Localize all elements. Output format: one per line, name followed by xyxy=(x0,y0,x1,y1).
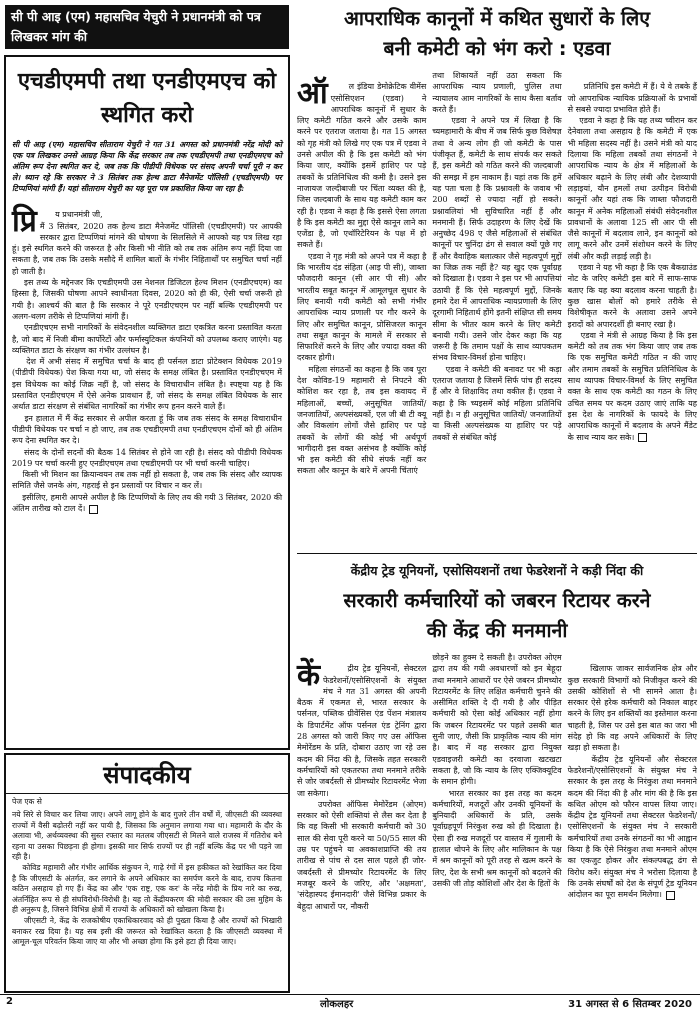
publication-name: लोकलहर xyxy=(320,999,354,1010)
unions-dropcap: कें xyxy=(297,658,321,694)
letter-headline: एचडीएमपी तथा एनडीएमएच को स्थगित करो xyxy=(17,69,277,128)
end-mark-icon xyxy=(666,891,675,900)
page-footer xyxy=(0,994,700,1010)
criminal-law-dropcap: ऑ xyxy=(297,76,328,112)
end-mark-icon xyxy=(638,433,647,442)
editorial-kicker: पेज एक से xyxy=(12,797,42,806)
left-banner xyxy=(5,5,289,49)
end-mark-icon xyxy=(89,505,98,514)
unions-col3: खिलाफ जाकर सार्वजनिक क्षेत्र और कुछ सरकारी विभागों को निजीकृत करने की उसकी कोशिशों से भी सामने आता है। सरकार ऐसे हरेक कर्मचारी को निकाल बाहर करने के लिए इन शक्तियों का इस्तेमाल करना चाहती है, जिस पर उसे इस बात का जरा भी संदेह हो कि वह अपने अधिकारों के लिए खड़ा हो सकता है। केंद्रीय ट्रेड यूनियनों और सेक्टरल फेडरेशनों/एसोसिएशनों के संयुक्त मंच ने सरकार के इस तरह के निरंकुश तथा मनमाने कदम की निंदा की है और मांग की है कि इस कथित ओएम को फौरन वापस लिया जाए। केंद्रीय ट्रेड यूनियनों तथा सेक्टरल फेडरेशनों/एसोसिएशनों के संयुक्त मंच ने सरकारी कर्मचारियों तथा उनके संगठनों का भी आह्वान किया है कि ऐसे निरंकुश तथा मनमाने ओएम का एकजुट होकर और संकल्पबद्ध ढंग से विरोध करें। संयुक्त मंच ने भरोसा दिलाया है कि उनके संघर्षों को देश के संपूर्ण ट्रेड यूनियन आंदोलन का पूरा समर्थन मिलेगा। xyxy=(567,664,697,900)
unions-headline-line1: सरकारी कर्मचारियों को जबरन रिटायर करने xyxy=(343,589,651,612)
page-number: 2 xyxy=(6,996,13,1007)
left-banner-text: सी पी आइ (एम) महासचिव येचुरी ने प्रधानमंत्री को पत्र लिखकर मांग की xyxy=(11,9,261,44)
unions-headline-line2: की केंद्र की मनमानी xyxy=(426,619,568,642)
issue-date: 31 अगस्त से 6 सितम्बर 2020 xyxy=(568,999,692,1010)
letter-dropcap: प्रि xyxy=(12,204,37,240)
criminal-law-col3: प्रतिनिधि इस कमेटी में हैं। ये वे तबके हैं जो आपराधिक न्यायिक प्रक्रियाओं के प्रभावों से सबसे ज्यादा प्रभावित होते हैं। एडवा ने कहा है कि यह तथ्य च्वीरान कर देनेवाला तथा असहाय है कि कमेटी में एक भी महिला सदस्य नहीं है। उसने मंत्री को याद दिलाया कि महिला तबकों तथा संगठनों ने आपराधिक न्याय के क्षेत्र में महिलाओं के अधिकार बढ़ाने के लिए लंबी और देशव्यापी लड़ाइयां, यौन हमलों तथा उत्पीड़न विरोधी कानूनों और यहां तक कि जाब्ता फौजदारी कानून में अनेक महिलाओं संबंधी संवेदनशील प्रावधानों के अलावा 125 सी आर पी सी जैसे कानूनों में बदलाव लाने, इन कानूनों को लागू करने और उनमें संशोधन करने के लिए लंबी और कड़ी लड़ाई लड़ी है। एडवा ने यह भी कहा है कि एक बैकग्राउंड नोट के जरिए कमेटी इस बारे में साफ-साफ बताए कि यह क्या बदलाव करना चाहती है। कुछ खास बोलों को हमारे तरीके से विशेषीकृत करने के अलावा उसने अपने इरादों को अपारदर्शी ही बनाए रखा है। एडवा ने मंत्री से आग्रह किया है कि इस कमेटी को तब तक भंग किया जाए जब तक कि एक समुचित कमेटी गठित न की जाए और तमाम तबकों के समुचित प्रतिनिधित्व के साथ व्यापक विचार-विमर्श के लिए समुचित वक्त के साथ एक कमेटी का गठन के लिए उचित समय पर कदम उठाए जाएं ताकि यह इस देश के नागरिकों के फायदे के लिए आपराधिक कानूनों में बदलाव के अपने मैंडेट के साथ न्याय कर सके। xyxy=(567,82,697,442)
criminal-law-col1: ऑ ल इंडिया डेमोक्रेटिक वीमेंस एसोसिएशन (एडवा) ने आपराधिक कानूनों में सुधार के लिए कमेटी गठित करने और उसके काम करने पर एतराज जताया है। गत 15 अगस्त को गृह मंत्री को लिखे गए एक पत्र में एडवा ने उनसे अपील की है कि इस कमेटी को भंग किया जाए, क्योंकि इसमें हाशिए पर पड़े तबकों के प्रतिनिधित्व की कमी है। उसने इस नाजायज जल्दीबाजी पर चिंता व्यक्त की है, जिस जल्दबाजी के साथ यह कमेटी काम कर रही है। एडवा ने कहा है कि इससे ऐसा लगता है कि इस कमेटी का मुद्दा ऐसे कानून लाने का एजेंडा है, जो एथॉरिटेरियन के पक्ष में हो सकते हैं। एडवा ने गृह मंत्री को अपने पत्र में कहा है कि भारतीय दंड संहिता (आइ पी सी), जाब्ता फौजदारी कानून (सी आर पी सी) और भारतीय सबूत कानून में आमूलचूल सुधार के लिए बनायी गयी कमेटी को सभी गंभीर आपराधिक न्याय प्रणाली पर गौर करने के लिए और समुचित कानून, प्रोसिजरल कानून तथा सबूत कानून के मामले में सरकार से सिफारिशें करने के लिए और ज्यादा वक्त की दरकार होगी। महिला संगठनों का कहना है कि जब पूरा देश कोविड-19 महामारी से निपटने की कोशिश कर रहा है, तब इस कवायद में महिलाओं, बच्चों, अनुसूचित जातियों/ जनजातियों, अल्पसंख्यकों, एल जी बी टी क्यू और विकलांग लोगों जैसे हाशिए पर पड़े तबकों के लोगों की कोई भी अर्थपूर्ण भागीदारी इस वक्त असंभव है क्योंकि कोई भी इस कमेटी की सीधे संपर्क नहीं कर सकता और कानून के बारे में अपनी चिंताएं xyxy=(297,76,427,476)
letter-body-text: य प्रधानमंत्री जी, मैं 3 सितंबर, 2020 तक हेल्थ डाटा मैनेजमेंट पॉलिसी (एचडीएमपी) पर आपकी सरकार द्वारा टिप्पणियां मांगने की घोषणा के सिलसिले में आपको यह पत्र लिख रहा हूं। इसे स्थगित करने की जरूरत है और किसी भी नीति को तब तक अंतिम रूप नहीं दिया जा सकता है, जब तक कि उसके मसौदे में शामिल बातों के गंभीर निहितार्थों पर समुचित चर्चा नहीं हो जाती है। इस तथ्य के मद्देनजर कि एचडीएमपी उस नेशनल डिजिटल हेल्थ मिशन (एनडीएचएम) का हिस्सा है, जिसकी घोषणा आपने स्वाधीनता दिवस, 2020 को ही की, ऐसी चर्चा जरूरी हो गयी है। आश्चर्य की बात है कि सरकार ने पूरे एनडीएचएम पर नहीं बल्कि एचडीएमपी पर अलग-थलग तरीके से टिप्पणियां मांगी हैं। एनडीएचएम सभी नागरिकों के संवेदनशील व्यक्तिगत डाटा एकत्रित करना प्रस्तावित करता है, जो बाद में निजी बीमा कार्पोरेटों और फर्मास्युटिकल कंपनियों को उपलब्ध कराए जाएंगे। यह व्यक्तिगत डाटा के संरक्षण का गंभीर उल्लंघन है। देश में अभी संसद में समुचित चर्चा के बाद ही पर्सनल डाटा प्रोटेक्शन विधेयक 2019 (पीडीपी विधेयक) पेश किया गया था, जो संसद के समक्ष लंबित है। प्रस्तावित एनडीएचएम में इस विधेयक का कोई जिक्र नहीं है, जो संसद के विचाराधीन लंबित है। स्पष्ट्या यह है कि प्रस्तावित एनडीएचएम में ऐसे अनेक प्रावधान हैं, जो संसद के समक्ष लंबित विधेयक के सार अर्थात डाटा संरक्षण से संबंधित नागरिकों का गंभीर रूप हनन करने वाले हैं। इन हालात में मैं केंद्र सरकार से अपील करता हूं कि जब तक संसद के समक्ष विचाराधीन पीडीपी विधेयक पर चर्चा न हो जाए, तब तक एचडीएमपी तथा एनडीएचएम दोनों को ही अंतिम रूप देना स्थगित कर दे। संसद के दोनों सदनों की बैठक 14 सितंबर से होने जा रही है। संसद को पीडीपी विधेयक 2019 पर चर्चा करनी हुए एनडीएचएम तथा एचडीएमपी पर भी चर्चा करनी चाहिए। किसी भी मिशन का क्रियान्वयन तब तक नहीं हो सकता है, जब तक कि संसद और व्यापक समिति जैसे जनके अंग, गहराई से इन प्रस्तावों पर विचार न कर लें। इसीलिए, हमारी आपसे अपील है कि टिप्पणियों के लिए तय की गयी 3 सितंबर, 2020 की अंतिम तारीख को टाल दें। xyxy=(12,210,283,514)
criminal-law-col2: तथा शिकायतें नहीं उठा सकता कि आपराधिक न्याय प्रणाली, पुलिस तथा न्यायालय आम नागरिकों के साथ कैसा बर्ताव करते हैं। एडवा ने अपने पत्र में लिखा है कि च्यमहामारी के बीच में जब सिर्फ कुछ विशेषज्ञ तथा वे अन्य लोग ही जो कमेटी के पास पंजीकृत हैं, कमेटी के साथ संपर्क कर सकते हैं, इस कमेटी को गठित करने की जल्दबाजी की समझ में हम नाकाम हैं। यहां तक कि हमें यह पता चला है कि प्रश्नावली के जवाब भी 200 शब्दों से ज्यादा नहीं हो सकते। प्रश्नावलियां भी सुविचारित नहीं हैं और मनमानी हैं। सिर्फ उदाहरण के लिए देखें कि अनुच्छेद 498 ए जैसे महिलाओं से संबंधित कानूनों पर चुनिंदा ढंग से सवाल क्यों पूछे गए हैं और वैवाहिक बलात्कार जैसे महत्वपूर्ण मुद्दों का जिक्र तक नहीं है? यह खुद एक पूर्वाग्रह को दिखाता है। एडवा ने इस पर भी आपत्तियां उठायी हैं कि ऐसे महत्वपूर्ण मुद्दों, जिनके हमारे देश में आपराधिक न्यायप्रणाली के लिए दूरगामी निहितार्थ होंगे इतनी संक्षिप्त सी समय सीमा के भीतर काम करने के लिए कमेटी बनायी गयी। उसने जोर देकर कहा कि यह जरूरी है कि तमाम पक्षों के साथ व्यापकतम संभव विचार-विमर्श होना चाहिए। एडवा ने कमेटी की बनावट पर भी कड़ा एतराज जताया है जिसमें सिर्फ पांच ही सदस्य हैं और वे शिक्षाविद तथा वकील हैं। एडवा ने कहा है कि च्यइसमें कोई महिला प्रतिनिधि नहीं है। न ही अनुसूचित जातियों/ जनजातियों या किसी अल्पसंख्यक या हाशिए पर पड़े तबकों से संबंधित कोई xyxy=(432,71,562,442)
unions-col1: कें द्रीय ट्रेड यूनियनों, सेक्टरल फेडरेशनों/एसोसिएशनों के संयुक्त मंच ने गत 31 अगस्त की अपनी बैठक में एकमत से, भारत सरकार के पर्सनल, पब्लिक ग्रीवेंसिस एंड पेंशन मंत्रालय के डिपार्टमेंट ऑफ पर्सनल एंड ट्रेनिंग द्वारा 28 अगस्त को जारी किए गए उस ऑफिस मेमोरेंडम के प्रति, दोबारा उठाए जा रहे उस कदम की निंदा की है, जिसके तहत सरकारी कर्मचारियों को एकतरफा तथा मनमाने तरीके से जोर जबर्दस्ती से प्रीमच्योर रिटायरमेंट भेजा जा सकेगा। उपरोक्त ऑफिस मेमोरेंडम (ओएम) सरकार को ऐसी शक्तियां से लैस कर देता है कि वह किसी भी सरकारी कर्मचारी को 30 साल की सेवा पूरी करने या 50/55 साल की उम्र पर पहुंचने या अवकाशप्राप्ति की तय तारीख से पांच से दस साल पहले ही जोर-जबर्दस्ती से प्रीमच्योर रिटायरमेंट के लिए मजबूर करने के जरिए, और 'अक्षमता', 'संदेहास्पद ईमानदारी' जैसे विभिन्न प्रकार के बेहूदा आधारों पर, नौकरी xyxy=(297,658,427,911)
criminal-law-headline-line1: आपराधिक कानूनों में कथित सुधारों के लिए xyxy=(343,7,651,30)
criminal-law-article xyxy=(297,4,697,552)
criminal-law-headline-line2: बनी कमेटी को भंग करो : एडवा xyxy=(383,37,611,60)
letter-intro: सी पी आइ (एम) महासचिव सीताराम येचुरी ने गत 31 अगस्त को प्रधानमंत्री नरेंद्र मोदी को एक पत्र लिखकर उनसे आग्रह किया कि केंद्र सरकार तब तक एचडीएमपी तथा एनडीएमएच को अंतिम रूप देना स्थगित कर दे, जब तक कि पीडीपी विधेयक पर संसद अपनी चर्चा पूरी न कर ले। ध्यान रहे कि सरकार ने 3 सितंबर तक हेल्थ डाटा मैनेजमेंट पॉलिसी (एचडीएमपी) पर टिप्पणियां मांगी हैं। यहां सीताराम येचुरी का यह पूरा पत्र प्रकाशित किया जा रहा है: xyxy=(12,140,282,193)
editorial-box xyxy=(4,753,290,993)
unions-article xyxy=(297,553,697,994)
unions-col2: छोड़ने का हुक्म दे सकती है। उपरोक्त ओएम द्वारा तय की गयी अवधारणों को इन बेहूदा तथा मनमाने आधारों पर ऐसे जबरन प्रीमच्योर रिटायरमेंट के लिए लक्षित कर्मचारी चुनने की असीमित शक्ति दे दी गयी है और पीड़ित कर्मचारी को ऐसा कोई अधिकार नहीं होगा कि जबरन रिटायरमेंट पर पहले उसकी बात सुनी जाए, जैसी कि प्राकृतिक न्याय की मांग है। बाद में वह सरकार द्वारा नियुक्त एडवाइजरी कमेटी का दरवाजा खटखटा सकता है, जो कि न्याय के लिए एक्जिक्यूटिव के समान होगी। भारत सरकार का इस तरह का कदम कर्मचारियों, मजदूरों और उनकी यूनियनों के बुनियादी अधिकारों के प्रति, उसके पूर्वाग्रहपूर्ण निरंकुश रुख को ही दिखाता है। ऐसा ही रुख मजदूरों पर वास्तव में गुलामी के हालात थोपने के लिए और मालिकान के पक्ष में श्रम कानूनों को पूरी तरह से खत्म करने के लिए, देश के सभी श्रम कानूनों को बदलने की उसकी जी तोड़ कोशिशों और देश के हितों के xyxy=(432,653,562,888)
letter-article xyxy=(4,55,290,750)
editorial-title: संपादकीय xyxy=(6,755,288,794)
unions-kicker: केंद्रीय ट्रेड यूनियनों, एसोसियशनों तथा फेडरेशनों ने कड़ी निंदा की xyxy=(350,563,644,578)
letter-body xyxy=(12,198,282,526)
editorial-body: नये सिरे से विचार कर लिया जाए। अपने लागू होने के बाद गुजरे तीन वर्षों में, जीएसटी की व्यवस्था राज्यों में वैसी बढ़ोतरी नहीं कर पायी है, जिसका कि अनुमान लगाया गया था। महामारी के दौर के अलावा भी, अर्थव्यवस्था की सुस्त रफ्तार का मतलब जीएसटी से मिलने वाले राजस्व में गतिरोध बने रहना या उसका पिछड़ना ही होगा। इसकी मार सिर्फ राज्यों पर ही नहीं बल्कि केंद्र पर भी पड़ने जा रही है। कोविड महामारी और गंभीर आर्थिक संकुचन ने, गाढ़े रंगों में इस हकीकत को रेखांकित कर दिया है कि जीएसटी के अंतर्गत, कर लगाने के अपने अधिकार का समर्पण करने के बाद, राज्य कितना कठिन असहाय हो गए हैं। केंद्र का और 'एक राष्ट्र, एक कर' के नरेंद्र मोदी के प्रिय नारे का रुख, अंतर्निहित रूप से ही संघविरोधी-विरोधी है। यह तो केंद्रीयकरण की मोदी सरकार की उस मुहिम के ही अनुरूप है, जिसने विभिन्न क्षेत्रों में राज्यों के अधिकारों को खोखला किया है। जीएसटी ने, केंद्र के राजकोषीय एकाधिकारवाद को ही पुख्ता किया है और राज्यों को भिखारी बनाकर रख दिया है। यह सब इसी की जरूरत को रेखांकित करता है कि जीएसटी व्यवस्था में आमूल-चूल परिवर्तन किया जाए या और भी अच्छा होगा कि इसे हटा ही दिया जाए। xyxy=(12,810,283,947)
